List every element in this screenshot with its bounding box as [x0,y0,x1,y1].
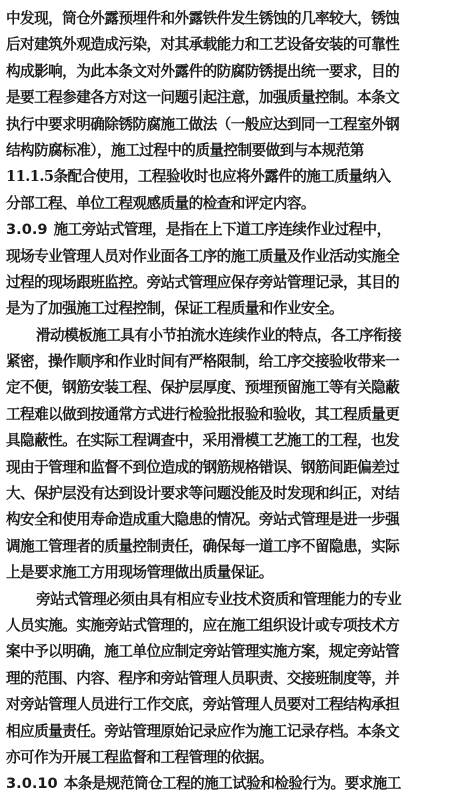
text-line [6,428,450,454]
line-text: 11.1.5条配合使用，工程验收时也应将外露件的施工质量纳入 [6,168,391,186]
line-text: 是为了加强施工过程控制，保证工程质量和作业安全。 [6,300,344,318]
text-line [6,692,450,718]
text-line [6,613,450,639]
line-text: 现场专业管理人员对作业面各工序的施工质量及作业活动实施全 [6,247,400,265]
text-line [6,666,450,692]
line-text: 分部工程、单位工程观感质量的检查和评定内容。 [6,194,315,212]
line-text: 工程难以做到按通常方式进行检验批报验和验收，其工程质量更 [6,405,400,423]
line-text: 理的范围、内容、程序和旁站管理人员职责、交接班制度等，并 [6,669,400,687]
text-line [6,719,450,745]
line-text: 过程的现场跟班监控。旁站式管理应保存旁站管理记录，其目的 [6,273,400,291]
line-text: 对旁站管理人员进行工作交底，旁站管理人员要对工程结构承担 [6,696,400,714]
text-line [6,6,450,32]
text-line [6,270,450,296]
text-line [6,112,450,138]
line-text: 构安全和使用寿命造成重大隐患的情况。旁站式管理是进一步强 [6,511,400,529]
text-line [6,560,450,586]
line-text: 具隐蔽性。在实际工程调查中，采用滑模工艺施工的工程，也发 [6,432,400,450]
line-text: 定不便，钢筋安装工程、保护层厚度、预埋预留施工等有关隐蔽 [6,379,400,397]
line-text: 相应质量责任。旁站管理原始记录应作为施工记录存档。本条文 [6,722,400,740]
text-line [6,244,450,270]
line-text: 调施工管理者的质量控制责任，确保每一道工序不留隐患，实际 [6,537,400,555]
text-line [6,323,450,349]
line-text: 是要工程参建各方对这一问题引起注意，加强质量控制。本条文 [6,89,400,107]
text-line [6,507,450,533]
line-text: 亦可作为开展工程监督和工程管理的依据。 [6,748,273,766]
text-line [6,85,450,111]
text-line [6,164,450,190]
line-text: 本条是规范筒仓工程的施工试验和检验行为。要求施工 [63,775,401,793]
text-line [6,639,450,665]
clause-number: 3.0.10 [6,775,58,793]
line-text: 构成影响，为此本条文对外露件的防腐防锈提出统一要求，目的 [6,62,400,80]
document-page [6,6,450,793]
line-text: 案中予以明确，施工单位应制定旁站管理实施方案，规定旁站管 [6,643,400,661]
text-line [6,349,450,375]
text-line [6,296,450,322]
text-line [6,534,450,560]
clause-line [6,217,450,243]
text-line [6,32,450,58]
text-line [6,191,450,217]
text-line [6,587,450,613]
line-text: 人员实施。实施旁站式管理的，应在施工组织设计或专项技术方 [6,616,400,634]
line-text: 中发现，筒仓外露预埋件和外露铁件发生锈蚀的几率较大，锈蚀 [6,10,400,27]
line-text: 施工旁站式管理，是指在上下道工序连续作业过程中， [53,221,391,239]
text-line [6,481,450,507]
line-text: 上是要求施工方用现场管理做出质量保证。 [6,564,273,582]
line-text: 现由于管理和监督不到位造成的钢筋规格错误、钢筋间距偏差过 [6,458,400,476]
line-text: 旁站式管理必须由具有相应专业技术资质和管理能力的专业 [36,590,402,608]
line-text: 大、保护层没有达到设计要求等问题没能及时发现和纠正，对结 [6,485,400,503]
clause-number: 3.0.9 [6,221,48,239]
line-text: 紧密，操作顺序和作业时间有严格限制，给工序交接验收带来一 [6,353,400,371]
text-line [6,745,450,771]
text-line [6,375,450,401]
text-line [6,138,450,164]
line-text: 滑动模板施工具有小节拍流水连续作业的特点，各工序衔接 [36,326,402,344]
text-line [6,455,450,481]
text-line [6,59,450,85]
line-text: 执行中要求明确除锈防腐施工做法（一般应达到同一工程室外钢 [6,115,400,133]
clause-line [6,771,450,797]
text-line [6,402,450,428]
line-text: 后对建筑外观造成污染，对其承载能力和工艺设备安装的可靠性 [6,36,400,54]
line-text: 结构防腐标准），施工过程中的质量控制要做到与本规范第 [6,141,364,159]
